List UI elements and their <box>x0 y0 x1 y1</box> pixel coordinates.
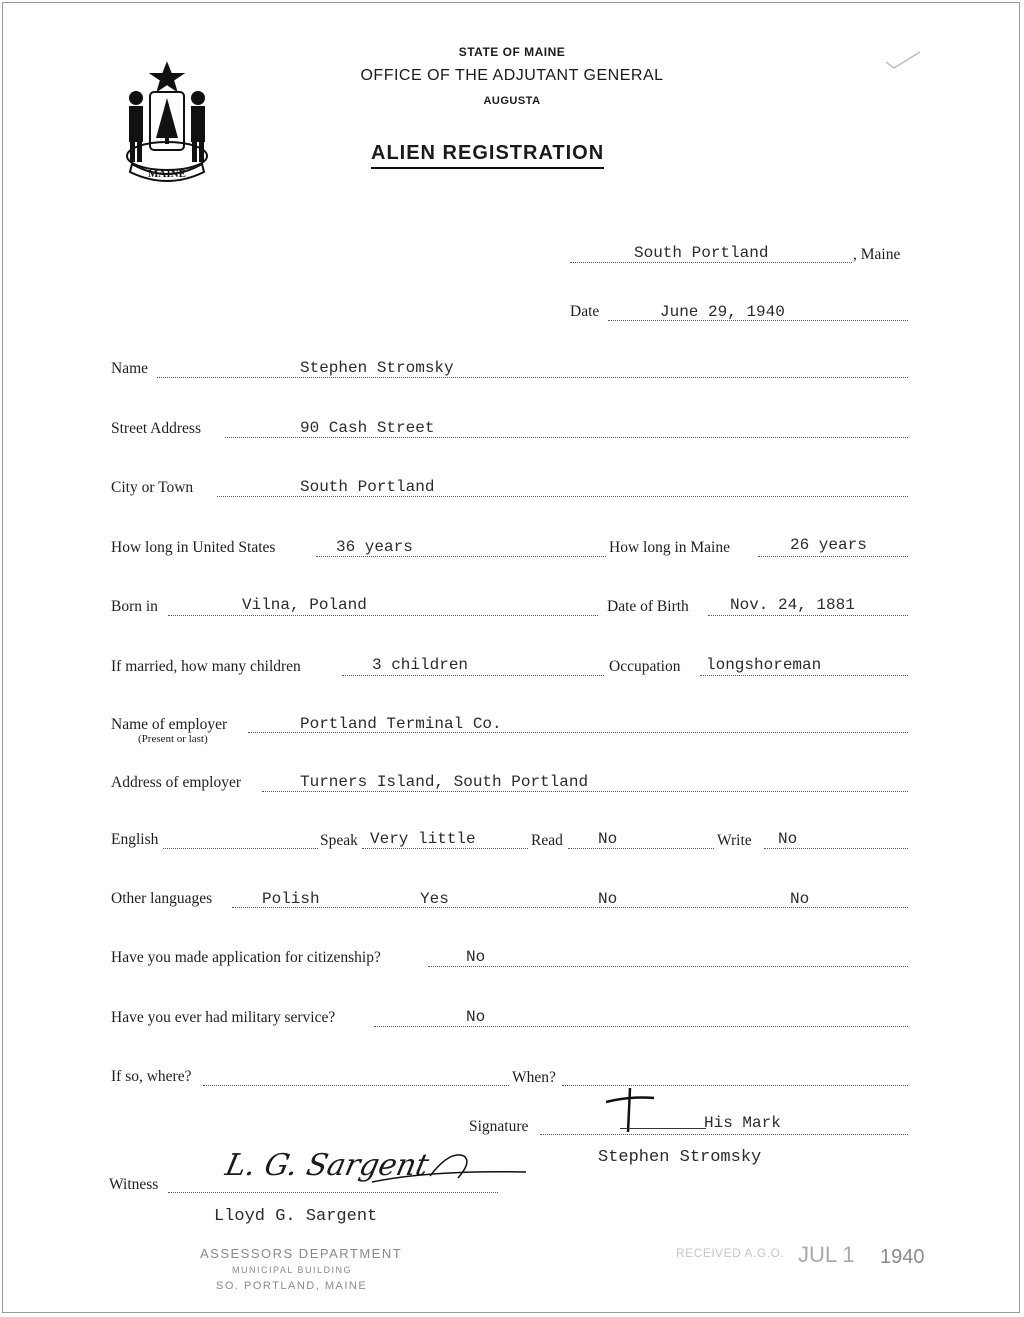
signature-label: Signature <box>469 1118 529 1135</box>
other-language-read: No <box>598 890 618 908</box>
where-line <box>203 1085 509 1086</box>
place-value: South Portland <box>634 244 769 262</box>
signature-typed-name: Stephen Stromsky <box>598 1148 762 1167</box>
other-language-name: Polish <box>262 890 320 908</box>
street-line <box>225 437 908 438</box>
how-long-us-line <box>316 556 606 557</box>
received-stamp-label: RECEIVED A.G.O. <box>676 1246 785 1260</box>
write-line <box>764 848 908 849</box>
speak-value: Very little <box>370 830 476 848</box>
svg-text:MAINE: MAINE <box>148 168 186 180</box>
employer-label: Name of employer <box>111 716 228 733</box>
assessors-stamp-line1: ASSESSORS DEPARTMENT <box>200 1246 403 1261</box>
city-value: South Portland <box>300 478 435 496</box>
header-state: STATE OF MAINE <box>458 45 566 59</box>
city-label: City or Town <box>111 479 194 496</box>
employer-value: Portland Terminal Co. <box>300 715 502 733</box>
received-stamp-year: 1940 <box>880 1246 925 1268</box>
how-long-maine-value: 26 years <box>790 536 867 554</box>
employer-address-label: Address of employer <box>111 774 241 791</box>
assessors-stamp-line2: MUNICIPAL BUILDING <box>232 1265 353 1275</box>
born-in-line <box>168 615 598 616</box>
name-line <box>157 377 908 378</box>
street-label: Street Address <box>111 420 201 437</box>
born-in-label: Born in <box>111 598 158 615</box>
witness-signature: L. G. Sargent <box>222 1148 432 1183</box>
assessors-stamp-line3: SO. PORTLAND, MAINE <box>216 1280 368 1292</box>
employer-sublabel: (Present or last) <box>138 733 208 745</box>
name-label: Name <box>111 360 149 377</box>
signature-mark: His Mark <box>704 1114 781 1132</box>
employer-address-value: Turners Island, South Portland <box>300 773 589 791</box>
witness-label: Witness <box>109 1176 159 1193</box>
place-suffix: , Maine <box>853 246 901 263</box>
date-value: June 29, 1940 <box>660 303 785 321</box>
military-value: No <box>466 1008 486 1026</box>
how-long-maine-line <box>758 556 908 557</box>
mark-underline <box>620 1128 706 1129</box>
name-value: Stephen Stromsky <box>300 359 454 377</box>
date-label: Date <box>570 303 600 320</box>
received-stamp-date: JUL 1 <box>798 1242 855 1267</box>
children-line <box>342 675 604 676</box>
header-office: OFFICE OF THE ADJUTANT GENERAL <box>360 67 664 84</box>
english-line <box>163 848 318 849</box>
citizenship-label: Have you made application for citizenship? <box>111 949 381 966</box>
occupation-label: Occupation <box>609 658 681 675</box>
signature-line <box>540 1134 908 1135</box>
form-title: ALIEN REGISTRATION <box>371 142 604 169</box>
place-line <box>570 262 852 263</box>
witness-typed-name: Lloyd G. Sargent <box>214 1207 378 1226</box>
dob-value: Nov. 24, 1881 <box>730 596 855 614</box>
read-line <box>568 848 714 849</box>
check-mark-icon <box>884 48 924 72</box>
employer-address-line <box>262 791 908 792</box>
write-label: Write <box>717 832 752 849</box>
other-language-speak: Yes <box>420 890 449 908</box>
children-value: 3 children <box>372 656 469 674</box>
military-label: Have you ever had military service? <box>111 1009 336 1026</box>
english-label: English <box>111 831 159 848</box>
how-long-maine-label: How long in Maine <box>609 539 730 556</box>
how-long-us-label: How long in United States <box>111 539 276 556</box>
dob-line <box>708 615 908 616</box>
write-value: No <box>778 830 798 848</box>
citizenship-value: No <box>466 948 486 966</box>
read-value: No <box>598 830 618 848</box>
dob-label: Date of Birth <box>607 598 689 615</box>
header-city: AUGUSTA <box>483 95 541 107</box>
occupation-value: longshoreman <box>706 656 822 674</box>
city-line <box>217 496 908 497</box>
speak-label: Speak <box>320 832 358 849</box>
military-line <box>374 1026 908 1027</box>
occupation-line <box>700 675 908 676</box>
other-language-write: No <box>790 890 810 908</box>
citizenship-line <box>428 966 908 967</box>
how-long-us-value: 36 years <box>336 538 413 556</box>
speak-line <box>362 848 528 849</box>
street-value: 90 Cash Street <box>300 419 435 437</box>
read-label: Read <box>531 832 563 849</box>
children-label: If married, how many children <box>111 658 301 675</box>
signature-flourish-icon <box>370 1148 530 1198</box>
when-label: When? <box>512 1069 556 1086</box>
other-languages-label: Other languages <box>111 890 213 907</box>
born-in-value: Vilna, Poland <box>242 596 367 614</box>
where-label: If so, where? <box>111 1068 192 1085</box>
